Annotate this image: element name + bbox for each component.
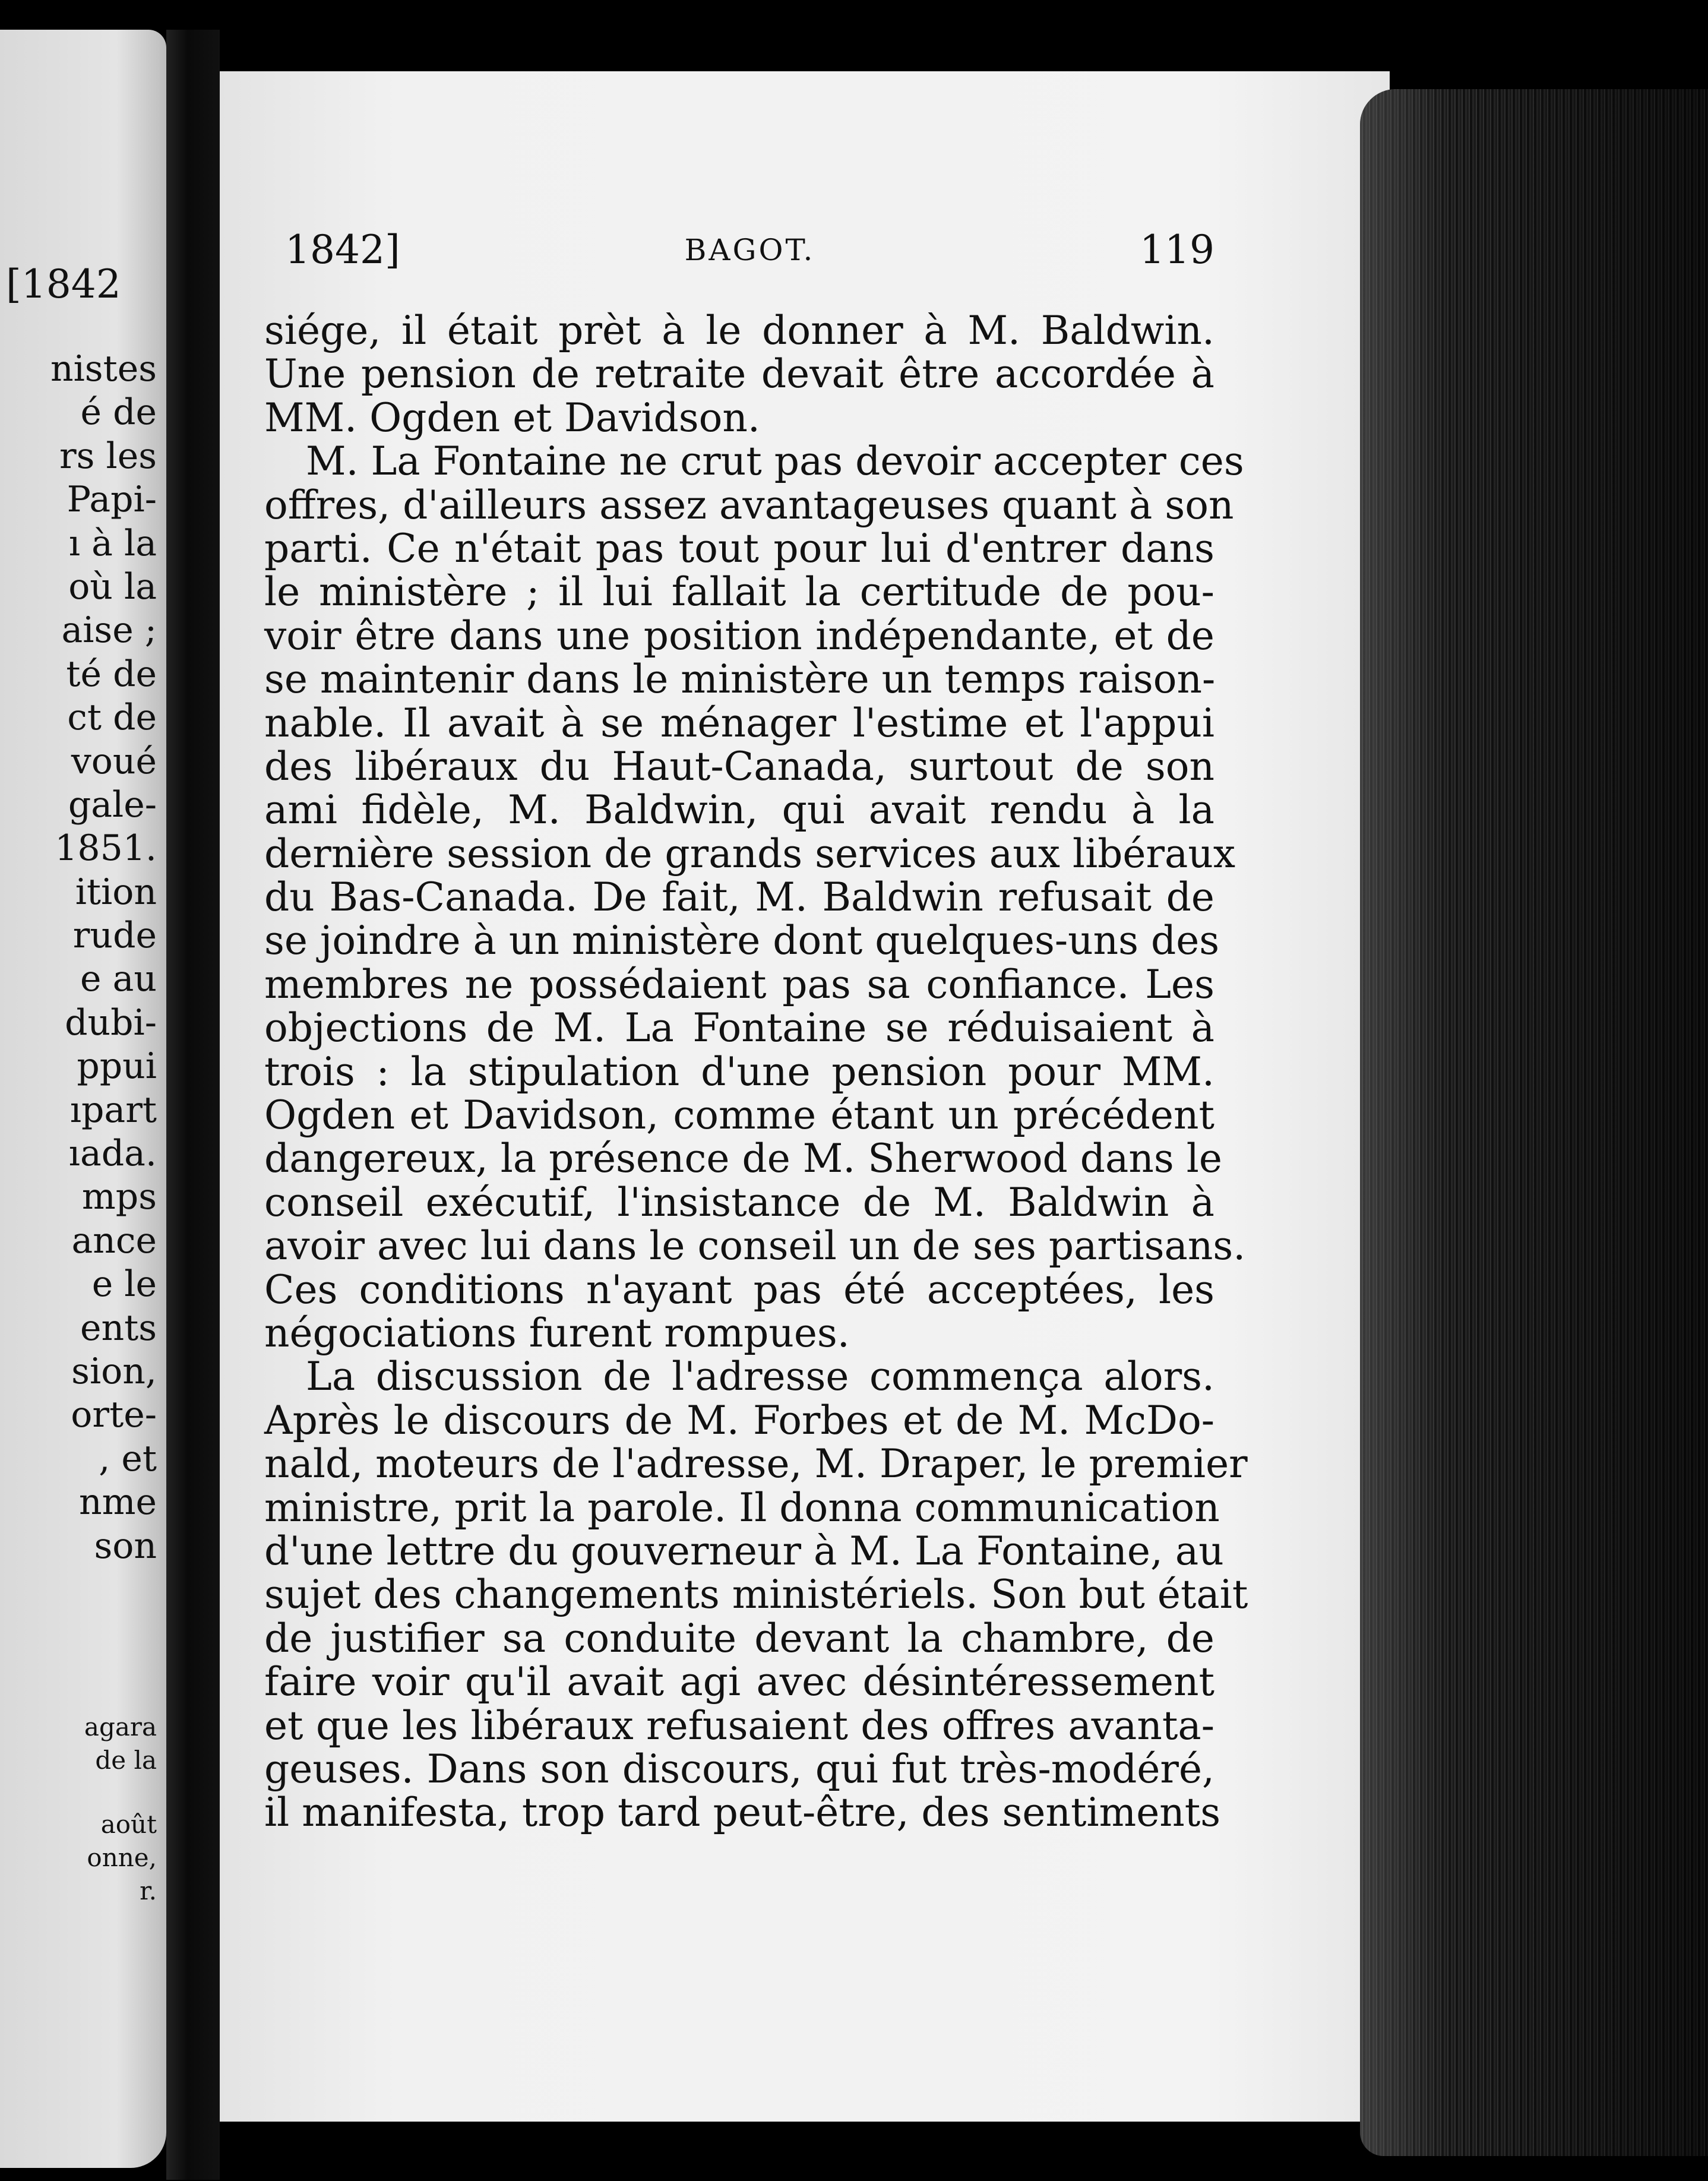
left-page-footnote-line: onne, [87,1843,157,1872]
text-line: négociations furent rompues. [264,1310,850,1356]
left-page-line: ents [80,1307,157,1349]
left-page-line: ıada. [68,1133,157,1175]
left-page-line: ı à la [68,522,157,564]
left-page-line: nme [78,1481,157,1523]
text-line: il manifesta, trop tard peut-être, des sentiments [264,1790,1221,1836]
left-page-footnote-line: r. [140,1876,157,1905]
main-page [220,71,1390,2122]
left-page-line: voué [71,740,157,782]
text-line: du Bas-Canada. De fait, M. Baldwin refusait de [264,874,1214,921]
left-page-line: aise ; [61,609,157,652]
left-page-text [0,347,157,1568]
text-line: M. La Fontaine ne crut pas devoir accepter ces [306,438,1244,485]
text-line: sujet des changements ministériels. Son but était [264,1572,1248,1618]
left-page-line: rs les [59,435,157,477]
left-page-line: où la [68,565,157,608]
left-page-footnote-line: août [100,1810,157,1839]
text-line: avoir avec lui dans le conseil un de ses partisans. [264,1223,1246,1269]
left-page-line: ance [71,1219,157,1262]
text-line: conseil exécutif, l'insistance de M. Baldwin à [264,1179,1214,1225]
text-line: le ministère ; il lui fallait la certitude de pou- [264,569,1214,615]
body-text [264,308,1248,1836]
header-year: 1842] [285,227,400,273]
text-line: siége, il était prèt à le donner à M. Baldwin. [264,308,1214,353]
left-page-line: ct de [67,697,157,739]
left-page-footnotes [0,1711,157,1908]
left-page-line: ition [75,871,157,913]
left-page-line: 1851. [55,827,157,870]
left-page-line: orte- [71,1394,157,1436]
text-line: Une pension de retraite devait être accordée à [264,351,1214,397]
text-line: nald, moteurs de l'adresse, M. Draper, le premier [264,1441,1248,1487]
text-line: ministre, prit la parole. Il donna communication [264,1484,1220,1531]
text-line: dernière session de grands services aux libéraux [264,830,1236,877]
text-line: parti. Ce n'était pas tout pour lui d'entrer dans [264,525,1214,571]
text-line: se joindre à un ministère dont quelques-uns des [264,918,1220,964]
book-gutter [166,30,220,2180]
left-page-header: [1842 [6,261,121,307]
running-header [285,227,1214,274]
text-line: de justifier sa conduite devant la chambre, de [264,1615,1214,1661]
text-line: et que les libéraux refusaient des offres avanta- [264,1702,1214,1749]
left-page-line: sion, [71,1350,157,1392]
text-line: d'une lettre du gouverneur à M. La Fontaine, au [264,1528,1224,1574]
text-line: dangereux, la présence de M. Sherwood dans le [264,1136,1222,1182]
left-page-line: gale- [68,783,157,826]
text-line: se maintenir dans le ministère un temps raison- [264,656,1216,703]
left-facing-page [0,30,166,2168]
text-line: geuses. Dans son discours, qui fut très-modéré, [264,1746,1214,1792]
left-page-line: ppui [77,1045,157,1088]
page-number: 119 [1140,227,1214,273]
left-page-line: mps [81,1176,157,1218]
text-line: Après le discours de M. Forbes et de M. McDo- [264,1397,1214,1443]
text-line: nable. Il avait à se ménager l'estime et l'appui [264,700,1214,746]
text-line: faire voir qu'il avait agi avec désintéressement [264,1659,1214,1705]
left-page-line: té de [66,653,157,695]
left-page-line: e le [91,1263,157,1306]
left-page-footnote-line: de la [95,1746,157,1775]
text-line: trois : la stipulation d'une pension pour MM. [264,1048,1214,1095]
text-line: offres, d'ailleurs assez avantageuses quant à son [264,482,1234,528]
left-page-line: , et [99,1437,157,1480]
text-line: voir être dans une position indépendante, et de [264,612,1214,659]
left-page-line: dubi- [65,1001,157,1044]
text-line: objections de M. La Fontaine se réduisaient à [264,1005,1214,1051]
text-line: ami fidèle, M. Baldwin, qui avait rendu à la [264,787,1214,833]
left-page-line: nistes [50,348,157,390]
left-page-line: Papi- [67,479,157,521]
text-line: Ces conditions n'ayant pas été acceptées, les [264,1266,1214,1313]
book-page-edges-shading [1360,89,1708,2156]
header-title: BAGOT. [684,233,815,267]
left-page-footnote-line: agara [84,1712,157,1741]
text-line: des libéraux du Haut-Canada, surtout de son [264,743,1214,789]
text-line: La discussion de l'adresse commença alors. [306,1354,1214,1400]
left-page-line: e au [80,958,157,1000]
left-page-line: rude [72,915,157,957]
text-line: MM. Ogden et Davidson. [264,394,760,441]
text-line: membres ne possédaient pas sa confiance. Les [264,961,1214,1007]
left-page-line: ıpart [69,1089,157,1131]
text-line: Ogden et Davidson, comme étant un précédent [264,1092,1214,1139]
left-page-line: son [94,1525,157,1567]
left-page-line: é de [80,391,157,434]
